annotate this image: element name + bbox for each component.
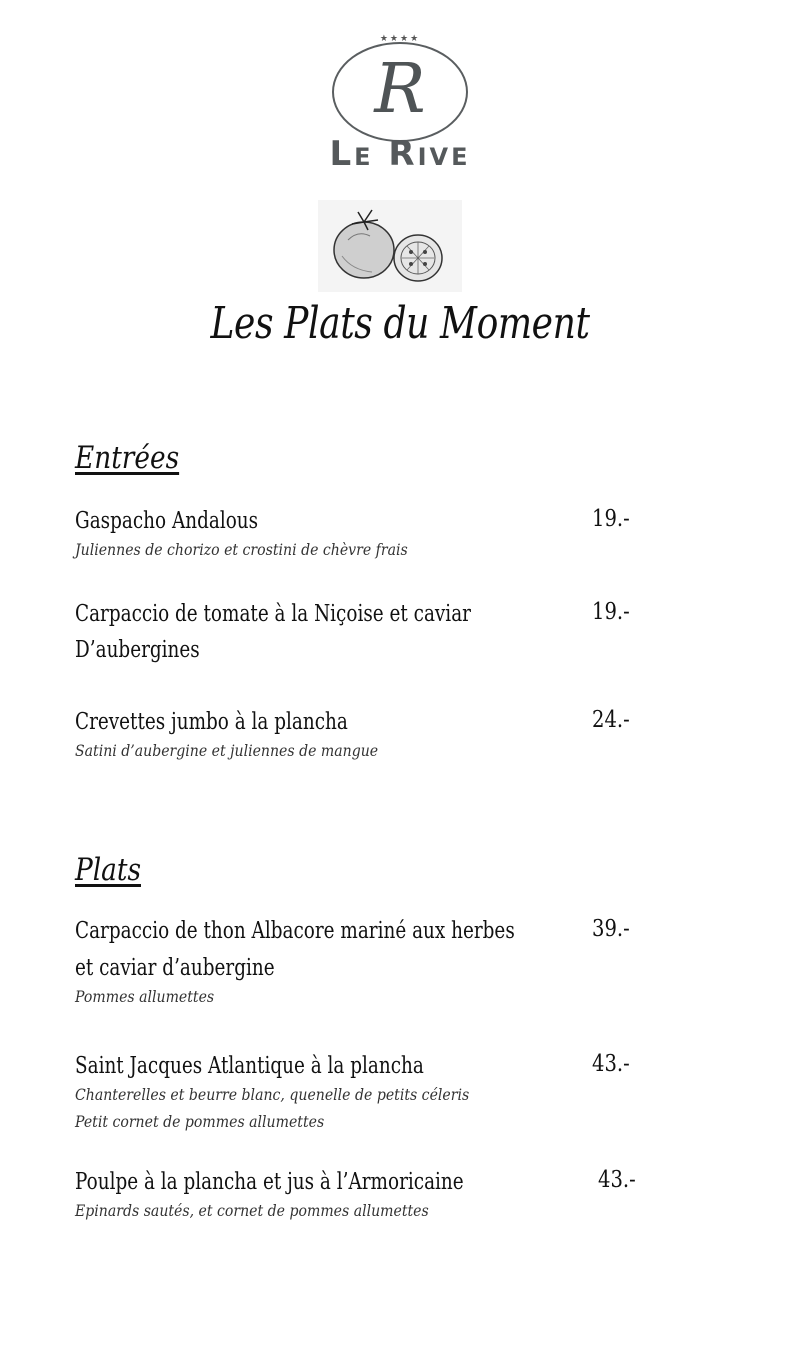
dish-name: Saint Jacques Atlantique à la plancha: [75, 1053, 424, 1079]
dish-name: Crevettes jumbo à la plancha: [75, 709, 348, 735]
restaurant-name: Le Rive: [329, 134, 471, 174]
dish-description: Pommes allumettes: [75, 987, 215, 1006]
logo-monogram: R: [374, 50, 426, 129]
dish-price: 24.-: [592, 707, 630, 733]
section-title-plats: Plats: [75, 852, 141, 888]
dish-description: Epinards sautés, et cornet de pommes allumettes: [75, 1201, 429, 1220]
section-title-entrees: Entrées: [75, 440, 180, 476]
tomato-sketch-icon: [318, 200, 462, 292]
menu-title: Les Plats du Moment: [210, 298, 590, 349]
dish-price: 43.-: [592, 1051, 630, 1077]
dish-name: Carpaccio de tomate à la Niçoise et caviar: [75, 601, 471, 627]
dish-description: Chanterelles et beurre blanc, quenelle de petits céleris: [75, 1085, 470, 1104]
logo-stars: ★★★★: [379, 34, 421, 44]
dish-description: Petit cornet de pommes allumettes: [75, 1112, 325, 1131]
dish-name: Gaspacho Andalous: [75, 508, 259, 534]
dish-name-continued: et caviar d’aubergine: [75, 955, 275, 981]
dish-price: 39.-: [592, 916, 630, 942]
dish-description: Juliennes de chorizo et crostini de chèvre frais: [75, 540, 408, 559]
dish-price: 19.-: [592, 506, 630, 532]
dish-price: 19.-: [592, 599, 630, 625]
dish-price: 43.-: [598, 1167, 636, 1193]
dish-name-continued: D’aubergines: [75, 637, 200, 663]
dish-description: Satini d’aubergine et juliennes de mangue: [75, 741, 379, 760]
restaurant-logo: [290, 34, 510, 179]
dish-name: Carpaccio de thon Albacore mariné aux herbes: [75, 918, 515, 944]
dish-name: Poulpe à la plancha et jus à l’Armoricaine: [75, 1169, 464, 1195]
